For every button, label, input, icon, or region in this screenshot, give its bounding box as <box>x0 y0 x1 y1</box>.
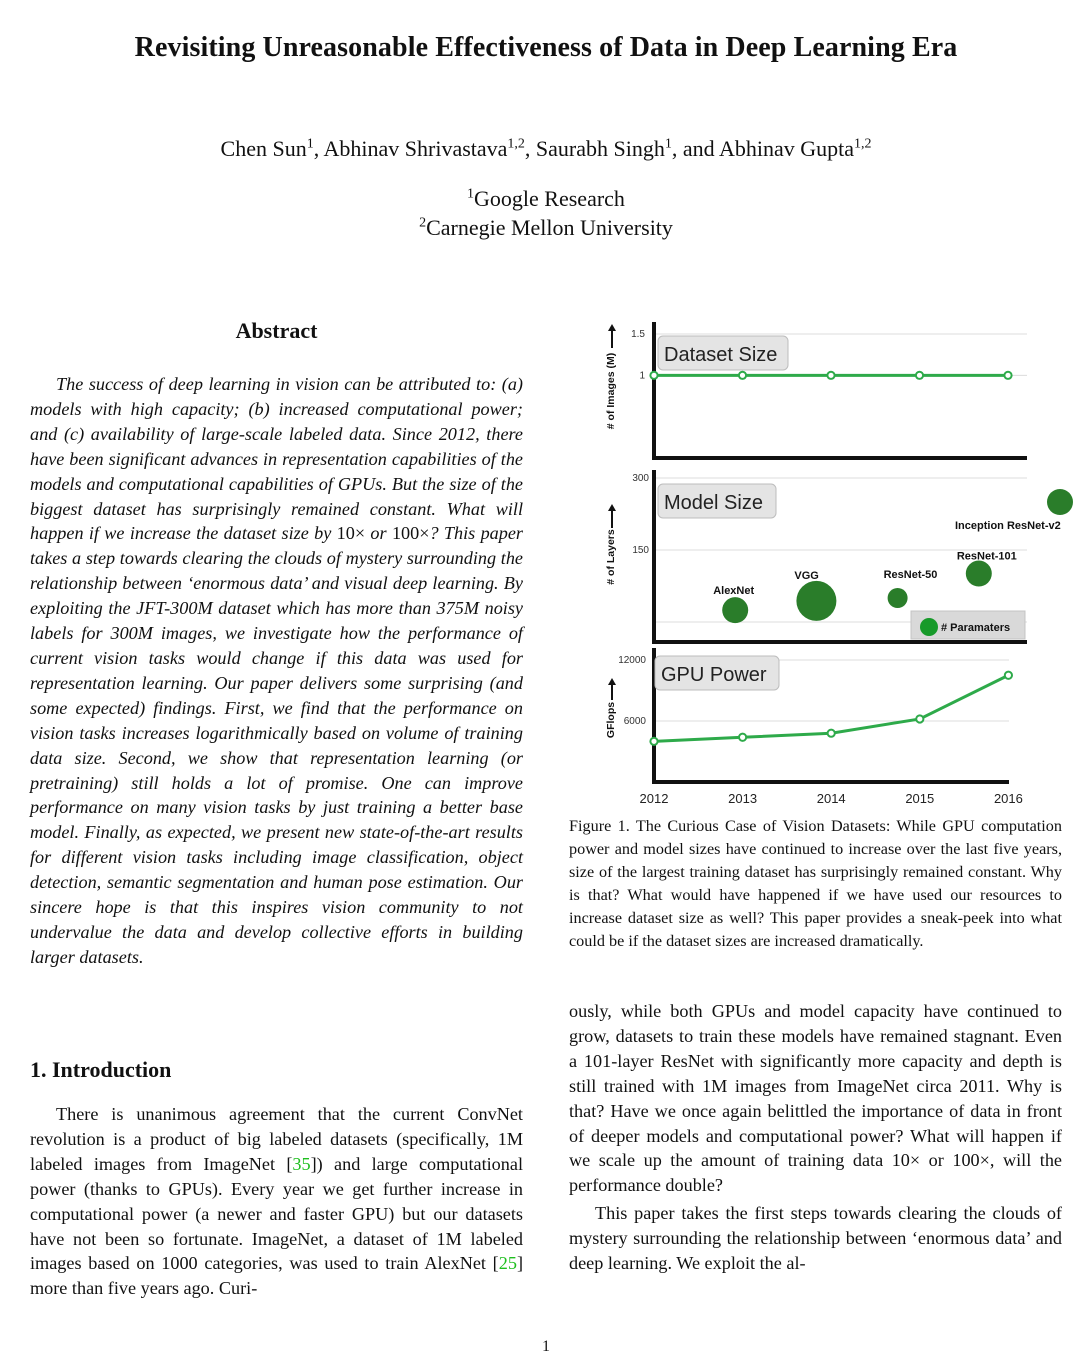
y-tick-label: 150 <box>632 545 649 556</box>
paragraph <box>569 999 1062 1198</box>
y-tick-label: 12000 <box>618 655 646 666</box>
x-tick-label: 2014 <box>816 791 846 806</box>
author-separator: , and <box>671 136 719 161</box>
math-10x: 10× <box>891 1150 921 1171</box>
x-tick-label: 2015 <box>905 791 935 806</box>
author-list <box>0 136 1092 162</box>
math-100x: 100× <box>952 1150 990 1171</box>
data-point <box>650 738 657 745</box>
bubble-alexnet <box>722 597 748 623</box>
data-point <box>827 372 834 379</box>
author-name: Saurabh Singh <box>535 136 665 161</box>
math-100x: 100× <box>391 523 430 544</box>
data-point <box>739 372 746 379</box>
page-number: 1 <box>542 1338 550 1355</box>
legend-label: # Paramaters <box>941 622 1011 634</box>
author-affil-marker: 1,2 <box>507 136 525 152</box>
text-part: or <box>920 1150 953 1171</box>
author-name: Chen Sun <box>220 136 307 161</box>
bubble-label: AlexNet <box>713 585 755 598</box>
affiliation-marker: 2 <box>419 215 427 231</box>
intro-text-part: ]) and large computational power (thanks to GPUs). Every year we get further increase in computational power (a newer and faster GPU) but our datasets have not been so fortunate. ImageNet, a dataset of 1M labeled images based on 1000 categories, was used to train AlexNet [ <box>30 1153 523 1274</box>
figure-1-chart <box>595 316 1061 812</box>
bubble-label: ResNet-50 <box>883 569 938 581</box>
data-point <box>739 734 746 741</box>
math-10x: 10× <box>336 523 366 544</box>
bubble-label: ResNet-101 <box>956 550 1017 563</box>
data-point <box>1005 672 1012 679</box>
bubble-vgg <box>796 581 836 621</box>
author-affil-marker: 1,2 <box>853 136 872 152</box>
abstract-body <box>30 372 523 970</box>
author-affil-marker: 1 <box>664 136 672 152</box>
y-axis-label: # of Images (M) <box>605 352 617 430</box>
affiliation-marker: 1 <box>467 186 475 202</box>
author-separator: , <box>524 136 536 161</box>
author-name: Abhinav Shrivastava <box>323 136 508 161</box>
introduction-body <box>30 1102 523 1301</box>
affiliation-name: Google Research <box>474 186 625 211</box>
panel-title: GPU Power <box>661 664 767 686</box>
y-tick-label: 6000 <box>623 716 646 727</box>
data-point <box>650 372 657 379</box>
data-point <box>1004 372 1011 379</box>
x-tick-label: 2016 <box>993 791 1023 806</box>
y-axis-label: # of Layers <box>605 529 617 585</box>
paragraph: This paper takes the first steps towards clearing the clouds of mystery surrounding the relationship between ‘enormous data’ and deep learning. We exploit the al- <box>569 1203 1062 1274</box>
legend-marker <box>920 618 938 636</box>
abstract-text-part: The success of deep learning in vision can be attributed to: (a) models with high capacity; (b) increased computational power; and (c) availability of large-scale labeled data. Since 2012, there have been significant advances in representation capabilities of the models and computational capabilities of GPUs. But the size of the biggest dataset has surprisingly remained constant. What will happen if we increase the dataset size by <box>30 374 523 544</box>
bubble-label: Inception ResNet-v2 <box>955 520 1061 532</box>
bubble-resnet-50 <box>888 588 908 608</box>
x-tick-label: 2013 <box>728 791 758 806</box>
x-tick-label: 2012 <box>639 791 669 806</box>
right-column-body <box>569 999 1062 1276</box>
y-tick-label: 1 <box>639 370 645 382</box>
data-point <box>916 715 923 722</box>
text-part: ously, while both GPUs and model capacity have continued to grow, datasets to train these models have remained stagnant. Even a 101-layer ResNet with significantly more capacity and depth is still trained with 1M images from ImageNet circa 2011. Why is that? Have we once again belittled the importance of data in front of deeper models and computational power? What will happen if we scale up the amount of training data <box>569 1001 1062 1171</box>
text-part: , will the performance double? <box>569 1150 1063 1196</box>
panel-title: Model Size <box>664 492 763 514</box>
abstract-text-part: or <box>365 523 392 544</box>
author-name: Abhinav Gupta <box>718 136 854 161</box>
paper-title: Revisiting Unreasonable Effectiveness of Data in Deep Learning Era <box>134 32 958 63</box>
abstract-text-part: ? This paper takes a step towards clearing the clouds of mystery surrounding the relationship between ‘enormous data’ and visual deep learning. By exploiting the JFT-300M dataset which has more than 375M noisy labels for 300M images, we investigate how the performance of current vision tasks would change if this data was used for representation learning. Our paper delivers some surprising (and some expected) findings. First, we find that the performance on vision tasks increases logarithmically based on volume of training data size. Second, we show that representation learning (or pretraining) still holds a lot of promise. One can improve performance on many vision tasks by just training a better base model. Finally, as expected, we present new state-of-the-art results for different vision tasks including image classification, object detection, semantic segmentation and human pose estimation. Our sincere hope is that this inspires vision community to not undervalue the data and develop collective efforts in building larger datasets. <box>30 523 524 967</box>
bubble-resnet-101 <box>966 561 992 587</box>
figure-caption: Figure 1. The Curious Case of Vision Datasets: While GPU computation power and model sizes have continued to increase over the last five years, size of the largest training dataset has surprisingly remained constant. Why is that? What would have happened if we have used our resources to increase dataset size as well? This paper provides a sneak-peek into what could be if the dataset sizes are increased dramatically. <box>569 817 1062 950</box>
citation-link[interactable]: 35 <box>292 1153 311 1174</box>
y-tick-label: 1.5 <box>631 329 645 340</box>
author-separator: , <box>313 136 324 161</box>
affiliation-name: Carnegie Mellon University <box>426 215 673 240</box>
data-point <box>828 730 835 737</box>
y-tick-label: 300 <box>632 473 649 484</box>
panel-title: Dataset Size <box>664 344 778 366</box>
y-axis-arrow-head <box>608 504 616 511</box>
y-axis-arrow-head <box>608 324 616 331</box>
bubble-label: VGG <box>794 569 819 582</box>
affiliation <box>0 186 1092 212</box>
y-axis-arrow-head <box>608 678 616 685</box>
data-point <box>916 372 923 379</box>
citation-link[interactable]: 25 <box>498 1253 517 1274</box>
bubble-inception-resnet-v2 <box>1047 489 1073 515</box>
author-affil-marker: 1 <box>306 136 314 152</box>
section-heading-introduction: 1. Introduction <box>30 1057 172 1082</box>
y-axis-label: GFlops <box>605 701 617 739</box>
affiliation <box>0 215 1092 241</box>
intro-text-part: ] more than five years ago. Curi- <box>30 1253 523 1299</box>
intro-text-part: There is unanimous agreement that the current ConvNet revolution is a product of big labeled datasets (specifically, 1M labeled images from ImageNet [ <box>30 1104 523 1174</box>
abstract-heading: Abstract <box>235 318 318 343</box>
